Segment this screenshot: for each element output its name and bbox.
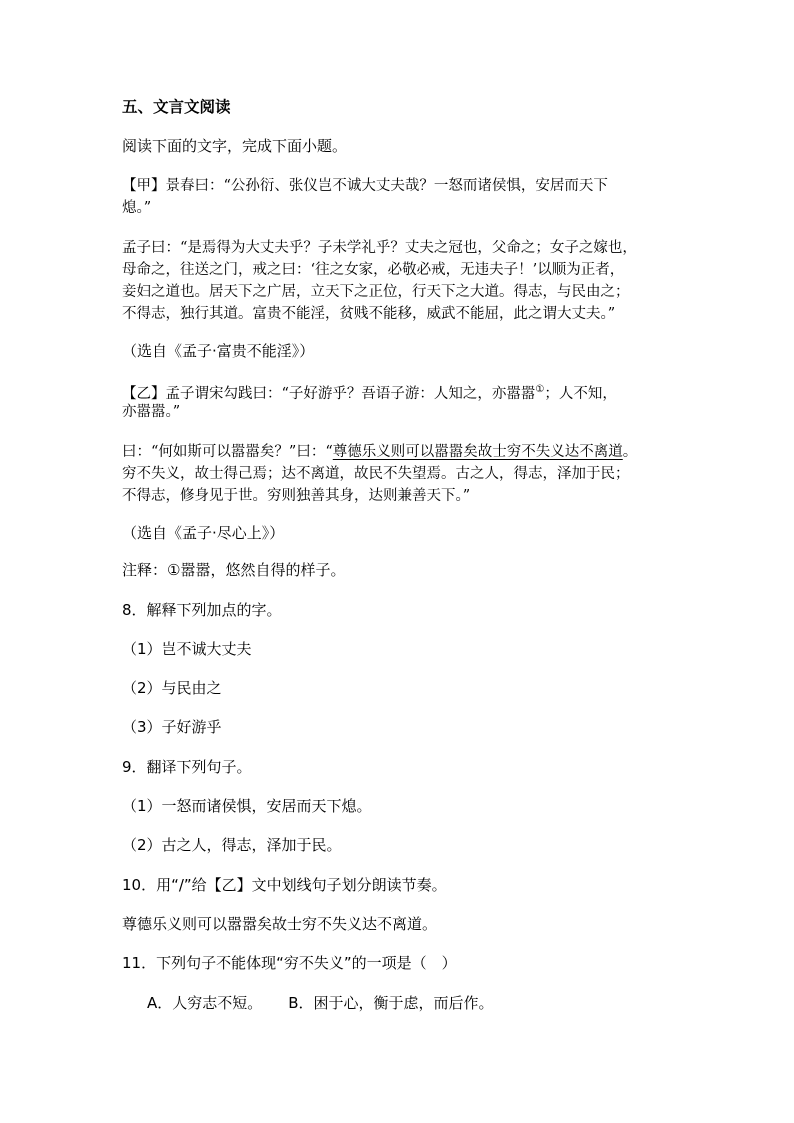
underlined-sentence: 尊德乐义则可以嚣嚣矣故士穷不失义达不离道 <box>332 444 623 460</box>
instruction: 阅读下面的文字，完成下面小题。 <box>122 137 348 155</box>
annotation: 注释：①嚣嚣，悠然自得的样子。 <box>122 561 346 579</box>
passage-yi-line2: 亦嚣嚣。” <box>122 404 181 420</box>
passage-yi-line1 <box>122 380 617 404</box>
passage-jia-source: （选自《孟子·富贵不能淫》） <box>122 342 315 360</box>
q10-sentence: 尊德乐义则可以嚣嚣矣故士穷不失义达不离道。 <box>122 915 438 933</box>
passage-jia-para2-line2: 母命之，往送之门，戒之曰：‘往之女家，必敬必戒，无违夫子！’以顺为正者， <box>122 262 625 278</box>
q8-stem: 8．解释下列加点的字。 <box>122 601 282 619</box>
passage-jia-para2-line1: 孟子曰：“是焉得为大丈夫乎？子未学礼乎？丈夫之冠也，父命之；女子之嫁也， <box>122 240 637 256</box>
q9-item-2: （2）古之人，得志，泽加于民。 <box>122 836 342 854</box>
passage-yi-line1-before: 【乙】孟子谓宋勾践曰：“子好游乎？吾语子游：人知之，亦嚣嚣 <box>122 385 536 402</box>
q11-option-b[interactable]: B．困于心，衡于虑，而后作。 <box>288 994 494 1012</box>
q8-item-2: （2）与民由之 <box>122 679 222 697</box>
passage-yi-para2-line2: 穷不失义，故士得己焉；达不离道，故民不失望焉。古之人，得志，泽加于民； <box>122 466 630 482</box>
q11-stem: 11．下列句子不能体现“穷不失义”的一项是（ ） <box>122 954 457 972</box>
passage-yi-para2-before: 曰：“何如斯可以嚣嚣矣？”曰：“ <box>122 444 333 460</box>
q9-item-1: （1）一怒而诸侯惧，安居而天下熄。 <box>122 797 372 815</box>
q8-item-1: （1）岂不诚大丈夫 <box>122 640 252 658</box>
passage-yi-para2-line3: 不得志，修身见于世。穷则独善其身，达则兼善天下。” <box>122 488 471 504</box>
passage-jia-para2-line3: 妾妇之道也。居天下之广居，立天下之正位，行天下之大道。得志，与民由之； <box>122 284 630 300</box>
q10-stem: 10．用“/”给【乙】文中划线句子划分朗读节奏。 <box>122 876 447 894</box>
q8-item-3: （3）子好游乎 <box>122 718 222 736</box>
passage-jia-para2-line4: 不得志，独行其道。富贵不能淫，贫贱不能移，威武不能屈，此之谓大丈夫。” <box>122 306 616 322</box>
note-marker: ① <box>535 384 545 395</box>
passage-yi-para2-after: 。 <box>622 444 638 460</box>
passage-yi-line1-after: ；人不知， <box>544 385 617 402</box>
passage-jia-line1: 【甲】景春曰：“公孙衍、张仪岂不诚大丈夫哉？一怒而诸侯惧，安居而天下 <box>122 178 608 194</box>
q11-option-a[interactable]: A．人穷志不短。 <box>147 994 263 1012</box>
passage-jia-line2: 熄。” <box>122 200 152 216</box>
section-title: 五、文言文阅读 <box>122 98 231 116</box>
passage-yi-source: （选自《孟子·尽心上》） <box>122 524 285 542</box>
q9-stem: 9．翻译下列句子。 <box>122 758 252 776</box>
passage-yi-para2-line1 <box>122 442 637 462</box>
q11-options <box>147 993 494 1013</box>
